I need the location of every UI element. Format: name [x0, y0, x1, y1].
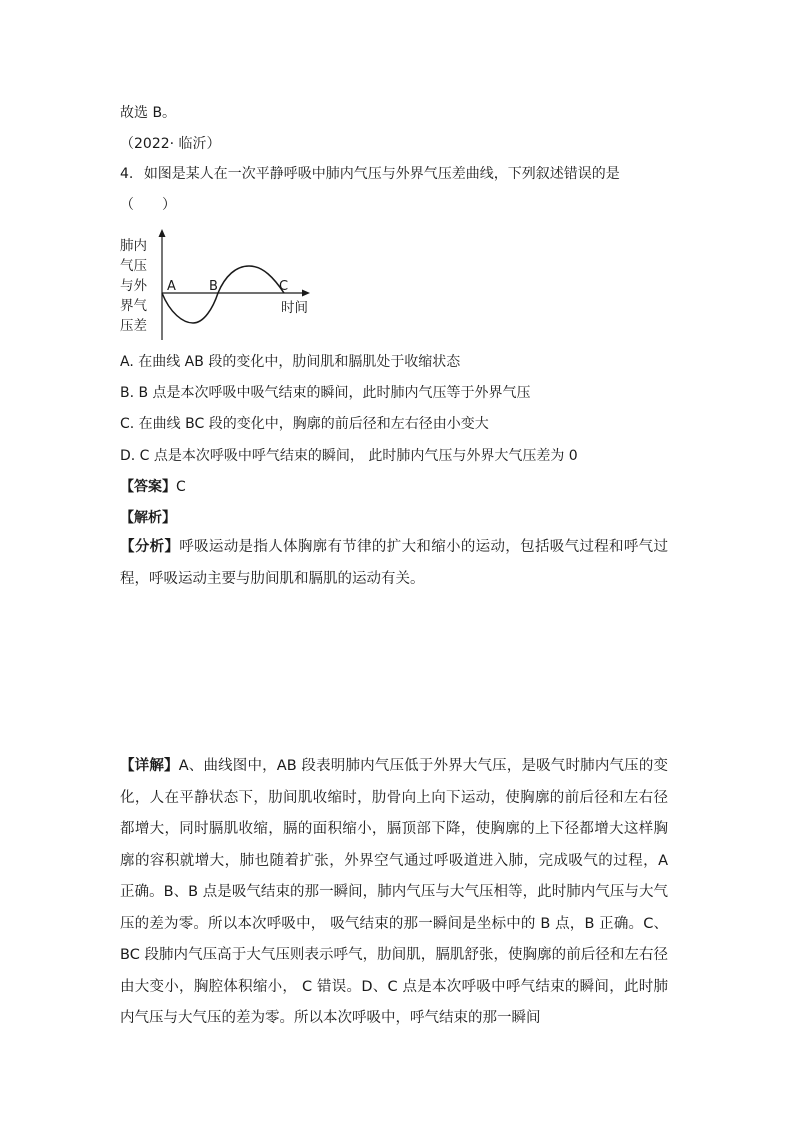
- analysis-text: 呼吸运动是指人体胸廓有节律的扩大和缩小的运动，包括吸气过程和呼气过程，呼吸运动主要与肋间肌和膈肌的运动有关。: [120, 539, 669, 587]
- y-axis-arrow: [159, 229, 166, 237]
- question-number: 4.: [120, 166, 134, 182]
- option-d: D. C 点是本次呼吸中呼气结束的瞬间， 此时肺内气压与外界大气压差为 0: [120, 448, 578, 464]
- x-axis-arrow: [302, 290, 310, 297]
- point-label-b: B: [209, 279, 218, 294]
- detail-text: A、曲线图中，AB 段表明肺内气压低于外界大气压，是吸气时肺内气压的变化，人在平静状态下，肋间肌收缩时，肋骨向上向下运动，使胸廓的前后径和左右径都增大，同时膈肌收缩，膈的面积缩小，膈顶部下降，使胸廓的上下径都增大这样胸廓的容积就增大，肺也随着扩张，外界空气通过呼吸道进入肺，完成吸气的过程，A 正确。B、B 点是吸气结束的那一瞬间，肺内气压与大气压相等，此时肺内气压与大气压的差为零。所以本次呼吸中， 吸气结束的那一瞬间是坐标中的 B 点，B 正确。C、BC 段肺内气压高于大气压则表示呼气，肋间肌，膈肌舒张，使胸廓的前后径和左右径由大变小，胸腔体积缩小， C 错误。D、C 点是本次呼吸中呼气结束的瞬间，此时肺内气压与大气压的差为零。所以本次呼吸中，呼气结束的那一瞬间: [120, 758, 668, 1026]
- detail-tag: 【详解】: [120, 758, 179, 774]
- question-text: 如图是某人在一次平静呼吸中肺内气压与外界气压差曲线，下列叙述错误的是: [143, 166, 620, 182]
- ylabel-line: 与外: [120, 278, 147, 294]
- answer-blank: （ ）: [120, 197, 176, 213]
- analysis-heading: 【解析】: [120, 510, 176, 526]
- ylabel-line: 气压: [120, 258, 147, 274]
- ylabel-line: 肺内: [120, 238, 147, 254]
- option-b: B. B 点是本次呼吸中吸气结束的瞬间，此时肺内气压等于外界气压: [120, 385, 531, 401]
- ylabel-line: 界气: [120, 298, 147, 314]
- analysis-paragraph: [120, 532, 668, 595]
- answer-value: C: [176, 479, 186, 495]
- point-label-a: A: [167, 279, 176, 294]
- figure-ylabel: [120, 237, 147, 334]
- figure-xlabel: 时间: [281, 300, 308, 316]
- point-label-c: C: [279, 279, 289, 294]
- pressure-curve: [162, 266, 284, 323]
- option-a: A. 在曲线 AB 段的变化中，肋间肌和膈肌处于收缩状态: [120, 354, 461, 370]
- question-stem: [120, 164, 620, 184]
- pressure-difference-figure: [120, 226, 320, 344]
- analysis-tag: 【分析】: [120, 539, 180, 555]
- previous-conclusion: 故选 B。: [120, 105, 177, 121]
- question-source: （2022· 临沂）: [120, 136, 221, 152]
- answer-tag: 【答案】: [120, 479, 176, 495]
- option-c: C. 在曲线 BC 段的变化中，胸廓的前后径和左右径由小变大: [120, 416, 489, 432]
- answer-line: [120, 477, 186, 497]
- detail-paragraph: [120, 751, 668, 1035]
- ylabel-line: 压差: [120, 318, 147, 334]
